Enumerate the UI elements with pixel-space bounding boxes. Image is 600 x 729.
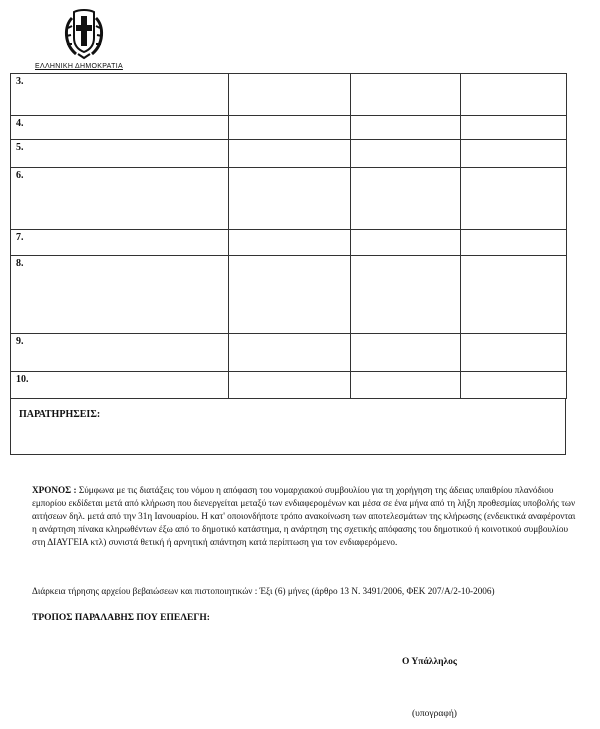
- table-cell[interactable]: [461, 74, 567, 116]
- receipt-mode-label: ΤΡΟΠΟΣ ΠΑΡΑΛΑΒΗΣ ΠΟΥ ΕΠΕΛΕΓΗ:: [32, 613, 210, 623]
- table-cell[interactable]: [461, 256, 567, 334]
- chronos-text: Σύμφωνα με τις διατάξεις του νόμου η απόφαση του νομαρχιακού συμβουλίου για τη χορήγηση της άδειας υπαιθρίου πλανόδιου εμπορίου εκδίδεται μετά από κλήρωση που διενεργείται μεταξύ των ενδιαφερομένων και μέσα σε ένα μήνα από τη λήξη προθεσμίας υποβολής των αιτήσεων δηλ. μετά από την 31η Ιανουαρίου. Η κατ' οποιονδήποτε τρόπο ανακοίνωση των αποτελεσμάτων της κλήρωσης (ενδεικτικά αναφέρονται η ανάρτηση πίνακα κληρωθέντων έξω από το δημοτικό κατάστημα, η ανάρτηση της σχετικής απόφασης του δημοτικού ή κοινοτικού συμβουλίου στη ΔΙΑΥΓΕΙΑ κτλ) συνιστά θετική ή αρνητική απάντηση κατά περίπτωση για τον ενδιαφερόμενο.: [32, 485, 576, 547]
- greek-coat-of-arms-icon: [60, 8, 108, 60]
- table-row: [11, 230, 567, 256]
- table-cell[interactable]: [461, 168, 567, 230]
- remarks-box[interactable]: [10, 398, 566, 455]
- table-cell[interactable]: [229, 256, 351, 334]
- row-label: 9.: [11, 334, 229, 372]
- table-row: [11, 74, 567, 116]
- table-cell[interactable]: [229, 74, 351, 116]
- items-table: [10, 73, 567, 399]
- table-row: [11, 140, 567, 168]
- table-cell[interactable]: [351, 168, 461, 230]
- row-label: 10.: [11, 372, 229, 399]
- table-cell[interactable]: [229, 168, 351, 230]
- table-cell[interactable]: [461, 334, 567, 372]
- table-cell[interactable]: [229, 334, 351, 372]
- republic-label: ΕΛΛΗΝΙΚΗ ΔΗΜΟΚΡΑΤΙΑ: [35, 63, 123, 70]
- table-row: [11, 256, 567, 334]
- row-label: 8.: [11, 256, 229, 334]
- table-row: [11, 372, 567, 399]
- table-cell[interactable]: [351, 116, 461, 140]
- row-label: 7.: [11, 230, 229, 256]
- row-label: 4.: [11, 116, 229, 140]
- row-label: 3.: [11, 74, 229, 116]
- table-row: [11, 116, 567, 140]
- table-cell[interactable]: [461, 230, 567, 256]
- table-cell[interactable]: [461, 140, 567, 168]
- table-cell[interactable]: [351, 140, 461, 168]
- row-label: 5.: [11, 140, 229, 168]
- table-cell[interactable]: [229, 230, 351, 256]
- table-row: [11, 168, 567, 230]
- table-cell[interactable]: [461, 372, 567, 399]
- signature-label: (υπογραφή): [412, 709, 457, 719]
- table-cell[interactable]: [351, 334, 461, 372]
- remarks-label: ΠΑΡΑΤΗΡΗΣΕΙΣ:: [19, 409, 101, 420]
- table-cell[interactable]: [351, 74, 461, 116]
- table-cell[interactable]: [351, 230, 461, 256]
- retention-note: Διάρκεια τήρησης αρχείου βεβαιώσεων και πιστοποιητικών : Έξι (6) μήνες (άρθρο 13 Ν. 3491/2006, ΦΕΚ 207/Α/2-10-2006): [32, 586, 495, 596]
- table-row: [11, 334, 567, 372]
- table-cell[interactable]: [229, 372, 351, 399]
- employee-label: Ο Υπάλληλος: [402, 657, 457, 667]
- table-cell[interactable]: [229, 116, 351, 140]
- chronos-paragraph: [32, 484, 577, 549]
- table-cell[interactable]: [351, 372, 461, 399]
- table-cell[interactable]: [461, 116, 567, 140]
- table-cell[interactable]: [229, 140, 351, 168]
- chronos-label: ΧΡΟΝΟΣ :: [32, 485, 77, 495]
- row-label: 6.: [11, 168, 229, 230]
- table-cell[interactable]: [351, 256, 461, 334]
